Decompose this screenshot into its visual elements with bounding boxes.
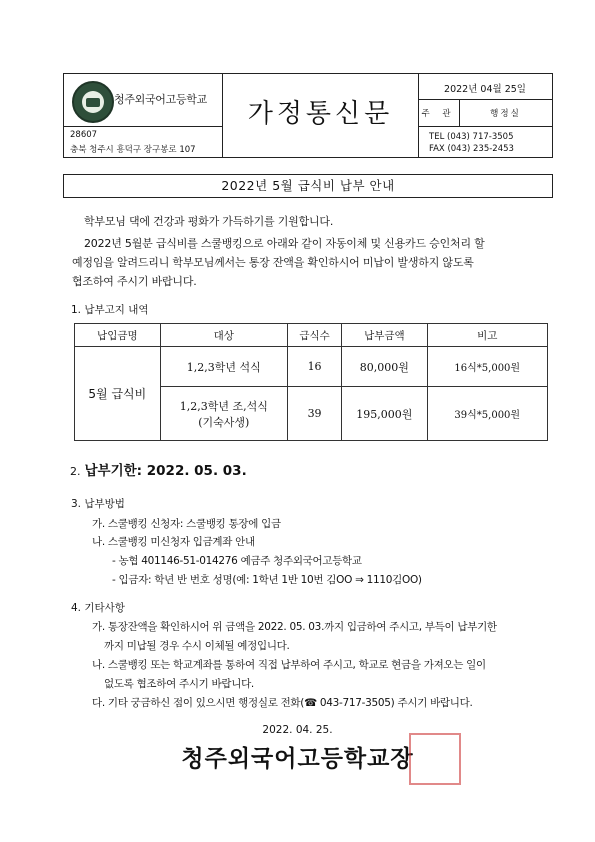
note-b-line-1: 나. 스쿨뱅킹 또는 학교계좌를 통하여 직접 납부하여 주시고, 학교로 현금을 가져오는 일이 xyxy=(92,659,486,671)
bank-account: - 농협 401146-51-014276 예금주 청주외국어고등학교 xyxy=(112,555,362,567)
header-cell: 비고 xyxy=(427,324,548,347)
organizer-label: 주 관 xyxy=(421,109,456,119)
fax-number: FAX (043) 235-2453 xyxy=(429,144,514,154)
official-seal-icon xyxy=(409,733,461,785)
table-header-row xyxy=(75,324,548,347)
organizer-value: 행정실 xyxy=(490,109,521,119)
count-cell: 16 xyxy=(287,347,341,387)
section-1-title: 1. 납부고지 내역 xyxy=(71,304,149,316)
amount-cell: 80,000원 xyxy=(342,347,427,387)
phone-number: TEL (043) 717-3505 xyxy=(429,132,514,142)
fee-name-cell: 5월 급식비 xyxy=(75,347,161,441)
deadline-text: 납부기한: 2022. 05. 03. xyxy=(84,463,247,479)
school-address: 충북 청주시 흥덕구 장구봉로 107 xyxy=(70,145,196,155)
note-b-line-2: 없도록 협조하여 주시기 바랍니다. xyxy=(104,678,254,690)
principal-signature: 청주외국어고등학교장 xyxy=(181,745,414,772)
note-c: 다. 기타 궁금하신 점이 있으시면 행정실로 전화(☎ 043-717-3505) 주시기 바랍니다. xyxy=(92,697,473,709)
intro-line-4: 협조하여 주시기 바랍니다. xyxy=(72,275,197,288)
section-3-title: 3. 납부방법 xyxy=(71,498,125,510)
section-2-number: 2. xyxy=(70,465,81,478)
intro-line-2: 2022년 5월분 급식비를 스쿨뱅킹으로 아래와 같이 자동이체 및 신용카드 승인처리 할 xyxy=(84,237,485,250)
table-row xyxy=(75,347,548,387)
school-emblem-icon xyxy=(72,81,114,123)
method-a: 가. 스쿨뱅킹 신청자: 스쿨뱅킹 통장에 입금 xyxy=(92,518,281,530)
header-cell: 납입금명 xyxy=(75,324,161,347)
fee-table xyxy=(74,323,548,441)
header-cell: 급식수 xyxy=(287,324,341,347)
amount-cell: 195,000원 xyxy=(342,387,427,441)
header-cell: 납부금액 xyxy=(342,324,427,347)
method-b: 나. 스쿨뱅킹 미신청자 입금계좌 안내 xyxy=(92,536,255,548)
note-a-line-1: 가. 통장잔액을 확인하시어 위 금액을 2022. 05. 03.까지 입금하여 주시고, 부득이 납부기한 xyxy=(92,621,497,633)
school-name: 청주외국어고등학교 xyxy=(114,93,207,106)
note-cell: 16식*5,000원 xyxy=(427,347,548,387)
target-line-1: 1,2,3학년 조,석식 xyxy=(179,399,268,413)
header-box xyxy=(63,73,553,158)
depositor-format: - 입금자: 학년 반 번호 성명(예: 1학년 1반 10번 김OO ⇒ 1110김OO) xyxy=(112,574,422,586)
intro-line-3: 예정임을 알려드리니 학부모님께서는 통장 잔액을 확인하시어 미납이 발생하지 않도록 xyxy=(72,256,474,269)
payment-deadline xyxy=(70,459,247,479)
closing-date: 2022. 04. 25. xyxy=(262,724,333,736)
page-title: 가정통신문 xyxy=(247,99,394,129)
note-cell: 39식*5,000원 xyxy=(427,387,548,441)
target-cell: 1,2,3학년 석식 xyxy=(160,347,287,387)
note-a-line-2: 까지 미납될 경우 수시 이체될 예정입니다. xyxy=(104,640,290,652)
header-cell: 대상 xyxy=(160,324,287,347)
postal-code: 28607 xyxy=(70,130,98,140)
target-line-2: (기숙사생) xyxy=(198,415,250,429)
notice-subject: 2022년 5월 급식비 납부 안내 xyxy=(63,174,553,198)
section-4-title: 4. 기타사항 xyxy=(71,602,125,614)
target-cell xyxy=(160,387,287,441)
issue-date: 2022년 04월 25일 xyxy=(444,84,526,95)
intro-line-1: 학부모님 댁에 건강과 평화가 가득하기를 기원합니다. xyxy=(84,215,334,228)
count-cell: 39 xyxy=(287,387,341,441)
